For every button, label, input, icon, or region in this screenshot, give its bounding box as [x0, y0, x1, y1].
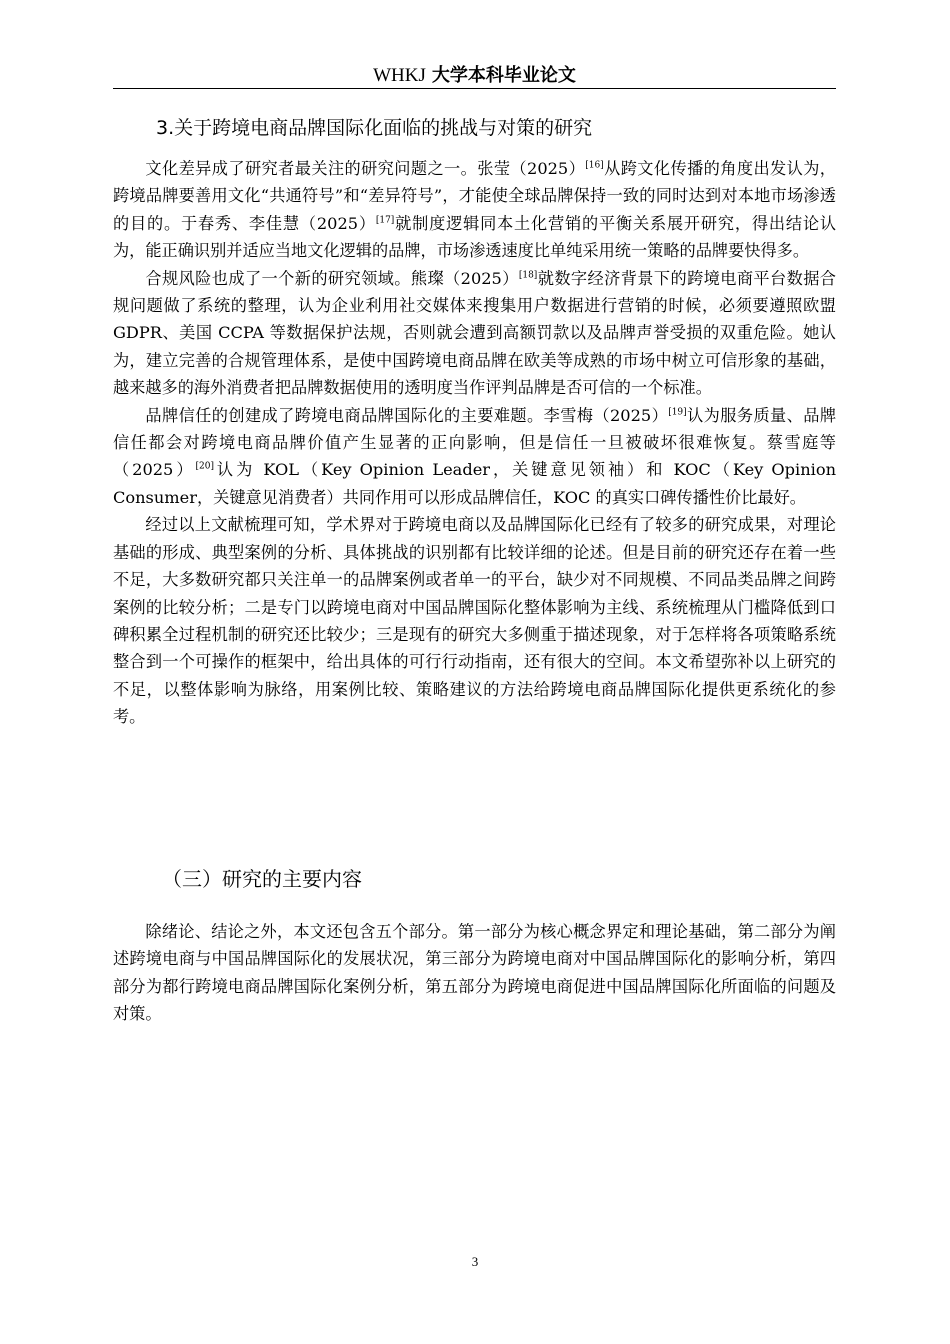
section-heading: （三）研究的主要内容 [162, 867, 362, 891]
paragraph-main-content: 除绪论、结论之外，本文还包含五个部分。第一部分为核心概念界定和理论基础，第二部分为阐述跨境电商与中国品牌国际化的发展状况，第三部分为跨境电商对中国品牌国际化的影响分析，第四部分为都行跨境电商品牌国际化案例分析，第五部分为跨境电商促进中国品牌国际化所面临的问题及对策。 [113, 922, 836, 1024]
subsection-heading: 3.关于跨境电商品牌国际化面临的挑战与对策的研究 [156, 117, 593, 139]
citation-18: [18] [518, 270, 538, 281]
header-latin-text: WHKJ [373, 65, 426, 86]
page-header [113, 63, 836, 87]
body-text [113, 155, 836, 731]
paragraph-compliance-risk: 合规风险也成了一个新的研究领域。熊璨（2025）[18]就数字经济背景下的跨境电商平台数据合规问题做了系统的整理，认为企业利用社交媒体来搜集用户数据进行营销的时候，必须要遵照欧盟 GDPR、美国 CCPA 等数据保护法规，否则就会遭到高额罚款以及品牌声誉受损的双重危险。她认为，建立完善的合规管理体系，是使中国跨境电商品牌在欧美等成熟的市场中树立可信形象的基础，越来越多的海外消费者把品牌数据使用的透明度当作评判品牌是否可信的一个标准。 [113, 268, 836, 398]
citation-17: [17] [375, 215, 395, 226]
header-divider [113, 88, 836, 89]
header-title: 大学本科毕业论文 [431, 65, 576, 86]
citation-19: [19] [668, 407, 687, 418]
citation-20: [20] [195, 462, 214, 473]
page-number: 3 [471, 1254, 479, 1269]
section-body-text [113, 918, 836, 1028]
paragraph-literature-summary: 经过以上文献梳理可知，学术界对于跨境电商以及品牌国际化已经有了较多的研究成果，对理论基础的形成、典型案例的分析、具体挑战的识别都有比较详细的论述。但是目前的研究还存在着一些不足，大多数研究都只关注单一的品牌案例或者单一的平台，缺少对不同规模、不同品类品牌之间跨案例的比较分析；二是专门以跨境电商对中国品牌国际化整体影响为主线、系统梳理从门槛降低到口碑积累全过程机制的研究还比较少；三是现有的研究大多侧重于描述现象，对于怎样将各项策略系统整合到一个可操作的框架中，给出具体的可行行动指南，还有很大的空间。本文希望弥补以上研究的不足，以整体影响为脉络，用案例比较、策略建议的方法给跨境电商品牌国际化提供更系统化的参考。 [113, 515, 836, 727]
paragraph-cultural-difference: 文化差异成了研究者最关注的研究问题之一。张莹（2025）[16]从跨文化传播的角度出发认为，跨境品牌要善用文化“共通符号”和“差异符号”，才能使全球品牌保持一致的同时达到对本地市场渗透的目的。于春秀、李佳慧（2025）[17]就制度逻辑同本土化营销的平衡关系展开研究，得出结论认为，能正确识别并适应当地文化逻辑的品牌，市场渗透速度比单纯采用统一策略的品牌要快得多。 [113, 159, 837, 261]
citation-16: [16] [585, 160, 604, 171]
paragraph-brand-trust: 品牌信任的创建成了跨境电商品牌国际化的主要难题。李雪梅（2025）[19]认为服务质量、品牌信任都会对跨境电商品牌价值产生显著的正向影响，但是信任一旦被破坏很难恢复。蔡雪庭等（2025）[20]认为 KOL（Key Opinion Leader，关键意见领袖）和 KOC（Key Opinion Consumer，关键意见消费者）共同作用可以形成品牌信任，KOC 的真实口碑传播性价比最好。 [113, 405, 837, 507]
